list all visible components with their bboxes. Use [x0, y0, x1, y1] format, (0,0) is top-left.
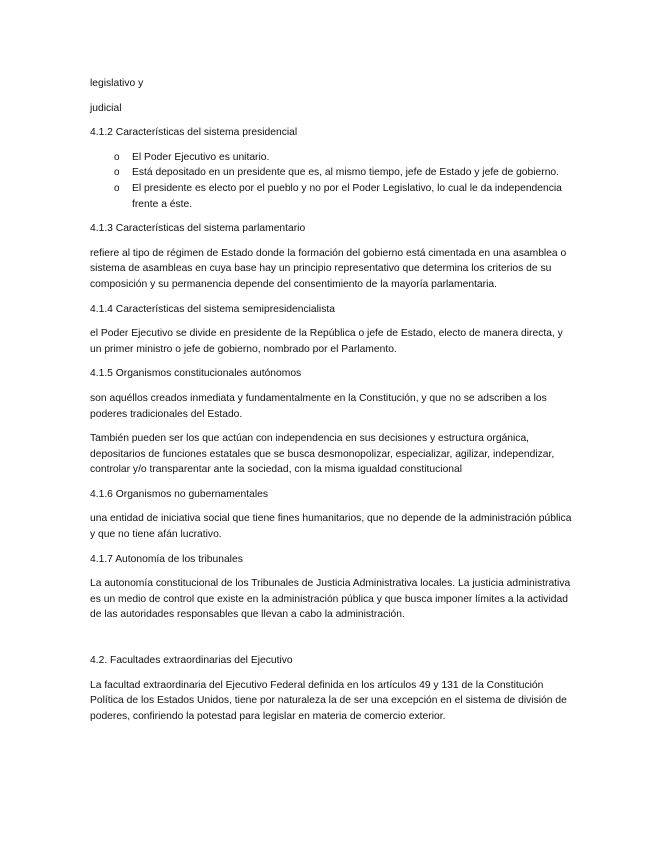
heading-4-1-5: 4.1.5 Organismos constitucionales autónomos — [90, 368, 302, 380]
text-line-judicial: judicial — [90, 102, 122, 114]
heading-4-1-6: 4.1.6 Organismos no gubernamentales — [90, 488, 269, 500]
paragraph-4-1-6: una entidad de iniciativa social que tiene fines humanitarios, que no depende de la administración pública y que no tiene afán lucrativo. — [90, 513, 572, 541]
bullet-item — [114, 181, 577, 212]
paragraph-4-1-5-b: También pueden ser los que actúan con independencia en sus decisiones y estructura orgánica, depositarios de funciones estatales que se busca desmonopolizar, especializar, agilizar, independizar, controlar y/o transparentar ante la sociedad, con la misma igualdad constitucional — [90, 433, 555, 476]
bullet-item — [114, 150, 577, 166]
heading-4-1-2: 4.1.2 Características del sistema presidencial — [90, 127, 298, 139]
paragraph-4-2: La facultad extraordinaria del Ejecutivo Federal definida en los artículos 49 y 131 de la Constitución Política de los Estados Unidos, tiene por naturaleza la de ser una excepción en el sistema de división de poderes, confiriendo la potestad para legislar en materia de comercio exterior. — [90, 679, 567, 722]
bullet-text: El presidente es electo por el pueblo y no por el Poder Legislativo, lo cual le da independencia frente a éste. — [132, 182, 562, 210]
bullet-text: Está depositado en un presidente que es, al mismo tiempo, jefe de Estado y jefe de gobierno. — [132, 167, 560, 179]
paragraph-4-1-3: refiere al tipo de régimen de Estado donde la formación del gobierno está cimentada en una asamblea o sistema de asambleas en cuya base hay un principio representativo que determina los criterios de su composición y su permanencia depende del consentimiento de la mayoría parlamentaria. — [90, 247, 567, 290]
bullet-list-presidencial — [90, 150, 577, 212]
bullet-marker: o — [114, 151, 120, 163]
bullet-item — [114, 165, 577, 181]
text-line-legislativo: legislativo y — [90, 78, 144, 89]
bullet-marker: o — [114, 167, 120, 179]
paragraph-4-1-7: La autonomía constitucional de los Tribunales de Justicia Administrativa locales. La justicia administrativa es un medio de control que existe en la administración pública y que busca imponer límites a la actividad de las autoridades responsables que llevan a cabo la administración. — [90, 578, 571, 621]
heading-4-1-4: 4.1.4 Características del sistema semipresidencialista — [90, 303, 335, 315]
heading-4-1-3: 4.1.3 Características del sistema parlamentario — [90, 223, 306, 235]
paragraph-4-1-5-a: son aquéllos creados inmediata y fundamentalmente en la Constitución, y que no se adscriben a los poderes tradicionales del Estado. — [90, 392, 547, 420]
heading-4-1-7: 4.1.7 Autonomía de los tribunales — [90, 553, 243, 565]
bullet-text: El Poder Ejecutivo es unitario. — [132, 151, 270, 163]
paragraph-4-1-4: el Poder Ejecutivo se divide en presidente de la República o jefe de Estado, electo de manera directa, y un primer ministro o jefe de gobierno, nombrado por el Parlamento. — [90, 328, 563, 355]
heading-4-2: 4.2. Facultades extraordinarias del Ejecutivo — [90, 655, 293, 667]
bullet-marker: o — [114, 182, 120, 194]
